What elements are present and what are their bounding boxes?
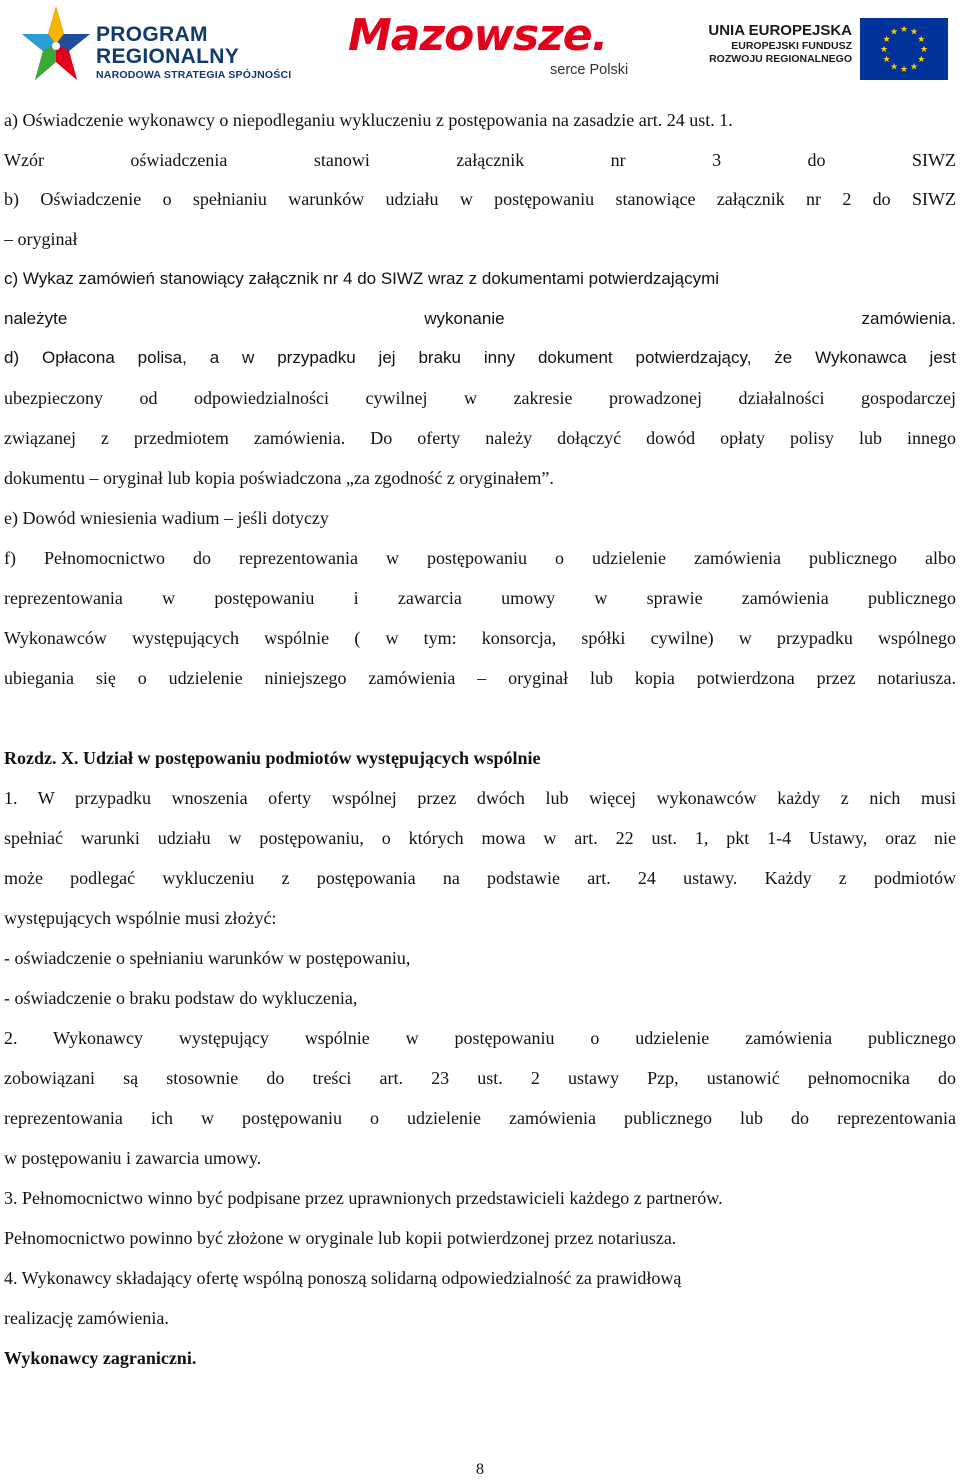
eu-star-icon: ★ (909, 27, 919, 38)
text-line: należyte wykonanie zamówienia. (4, 309, 956, 328)
page-header (0, 0, 960, 95)
text-line: – oryginał (4, 229, 78, 249)
text-line: spełniać warunki udziału w postępowaniu, o których mowa w art. 22 ust. 1, pkt 1-4 Ustawy, oraz nie (4, 828, 956, 848)
eu-star-icon: ★ (919, 45, 929, 55)
text-line: 2. Wykonawcy występujący wspólnie w postępowaniu o udzielenie zamówienia publicznego (4, 1028, 956, 1048)
eu-star-icon: ★ (879, 45, 889, 55)
text-line: dokumentu – oryginał lub kopia poświadczona „za zgodność z oryginałem”. (4, 468, 554, 488)
eu-star-icon: ★ (917, 35, 926, 45)
eu-regional-line: ROZWOJU REGIONALNEGO (709, 53, 852, 65)
text-line: realizację zamówienia. (4, 1308, 169, 1328)
regionalny-title: REGIONALNY (96, 45, 240, 68)
page-number: 8 (476, 1461, 484, 1478)
eu-star-icon: ★ (917, 55, 926, 65)
text-line: 3. Pełnomocnictwo winno być podpisane przez uprawnionych przedstawicieli każdego z partnerów. (4, 1188, 723, 1208)
strategy-subtitle: NARODOWA STRATEGIA SPÓJNOŚCI (96, 69, 292, 81)
program-regionalny-logo (20, 4, 320, 90)
text-line: - oświadczenie o spełnianiu warunków w postępowaniu, (4, 948, 411, 968)
text-line: ubezpieczony od odpowiedzialności cywilnej w zakresie prowadzonej działalności gospodarczej (4, 388, 956, 408)
eu-star-icon: ★ (882, 35, 891, 45)
text-line: e) Dowód wniesienia wadium – jeśli dotyczy (4, 508, 329, 528)
text-line: d) Opłacona polisa, a w przypadku jej braku inny dokument potwierdzający, że Wykonawca jest (4, 348, 956, 367)
eu-logo (690, 18, 950, 84)
mazowsze-logo (348, 10, 648, 85)
text-line: 4. Wykonawcy składający ofertę wspólną ponoszą solidarną odpowiedzialność za prawidłową (4, 1268, 682, 1288)
text-line: w postępowaniu i zawarcia umowy. (4, 1148, 262, 1168)
text-line: Wzór oświadczenia stanowi załącznik nr 3 do SIWZ (4, 150, 956, 170)
mazowsze-subtitle: serce Polski (550, 62, 629, 78)
text-line: Pełnomocnictwo powinno być złożone w oryginale lub kopii potwierdzonej przez notariusza. (4, 1228, 677, 1248)
eu-star-icon: ★ (909, 62, 919, 73)
eu-title: UNIA EUROPEJSKA (708, 22, 852, 39)
star-logo-icon (20, 4, 92, 88)
text-line: f) Pełnomocnictwo do reprezentowania w postępowaniu o udzielenie zamówienia publicznego albo (4, 548, 956, 568)
mazowsze-wordmark: Mazowsze. (348, 10, 608, 61)
eu-star-icon: ★ (889, 62, 899, 73)
eu-star-icon: ★ (899, 65, 909, 75)
text-line: c) Wykaz zamówień stanowiący załącznik nr 4 do SIWZ wraz z dokumentami potwierdzającymi (4, 269, 720, 288)
eu-star-icon: ★ (899, 25, 909, 35)
text-line: a) Oświadczenie wykonawcy o niepodleganiu wykluczeniu z postępowania na zasadzie art. 24 ust. 1. (4, 110, 733, 130)
text-line: reprezentowania ich w postępowaniu o udzielenie zamówienia publicznego lub do reprezentowania (4, 1108, 956, 1128)
text-line: Wykonawców występujących wspólnie ( w tym: konsorcja, spółki cywilne) w przypadku wspólnego (4, 628, 956, 648)
text-line: występujących wspólnie musi złożyć: (4, 908, 277, 928)
text-line: może podlegać wykluczeniu z postępowania na podstawie art. 24 ustawy. Każdy z podmiotów (4, 868, 956, 888)
eu-star-icon: ★ (882, 55, 891, 65)
section-heading: Rozdz. X. Udział w postępowaniu podmiotów występujących wspólnie (4, 748, 541, 768)
text-line: 1. W przypadku wnoszenia oferty wspólnej przez dwóch lub więcej wykonawców każdy z nich musi (4, 788, 956, 808)
section-heading: Wykonawcy zagraniczni. (4, 1348, 197, 1368)
program-title: PROGRAM (96, 23, 208, 46)
eu-fund-line: EUROPEJSKI FUNDUSZ (731, 40, 852, 52)
text-line: zobowiązani są stosownie do treści art. 23 ust. 2 ustawy Pzp, ustanowić pełnomocnika do (4, 1068, 956, 1088)
text-line: b) Oświadczenie o spełnianiu warunków udziału w postępowaniu stanowiące załącznik nr 2 do SIWZ (4, 189, 956, 209)
eu-star-icon: ★ (889, 27, 899, 38)
text-line: związanej z przedmiotem zamówienia. Do oferty należy dołączyć dowód opłaty polisy lub innego (4, 428, 956, 448)
text-line: - oświadczenie o braku podstaw do wykluczenia, (4, 988, 358, 1008)
eu-flag-icon (860, 18, 948, 80)
text-line: reprezentowania w postępowaniu i zawarcia umowy w sprawie zamówienia publicznego (4, 588, 956, 608)
text-line: ubiegania się o udzielenie niniejszego zamówienia – oryginał lub kopia potwierdzona przez notariusza. (4, 668, 956, 688)
